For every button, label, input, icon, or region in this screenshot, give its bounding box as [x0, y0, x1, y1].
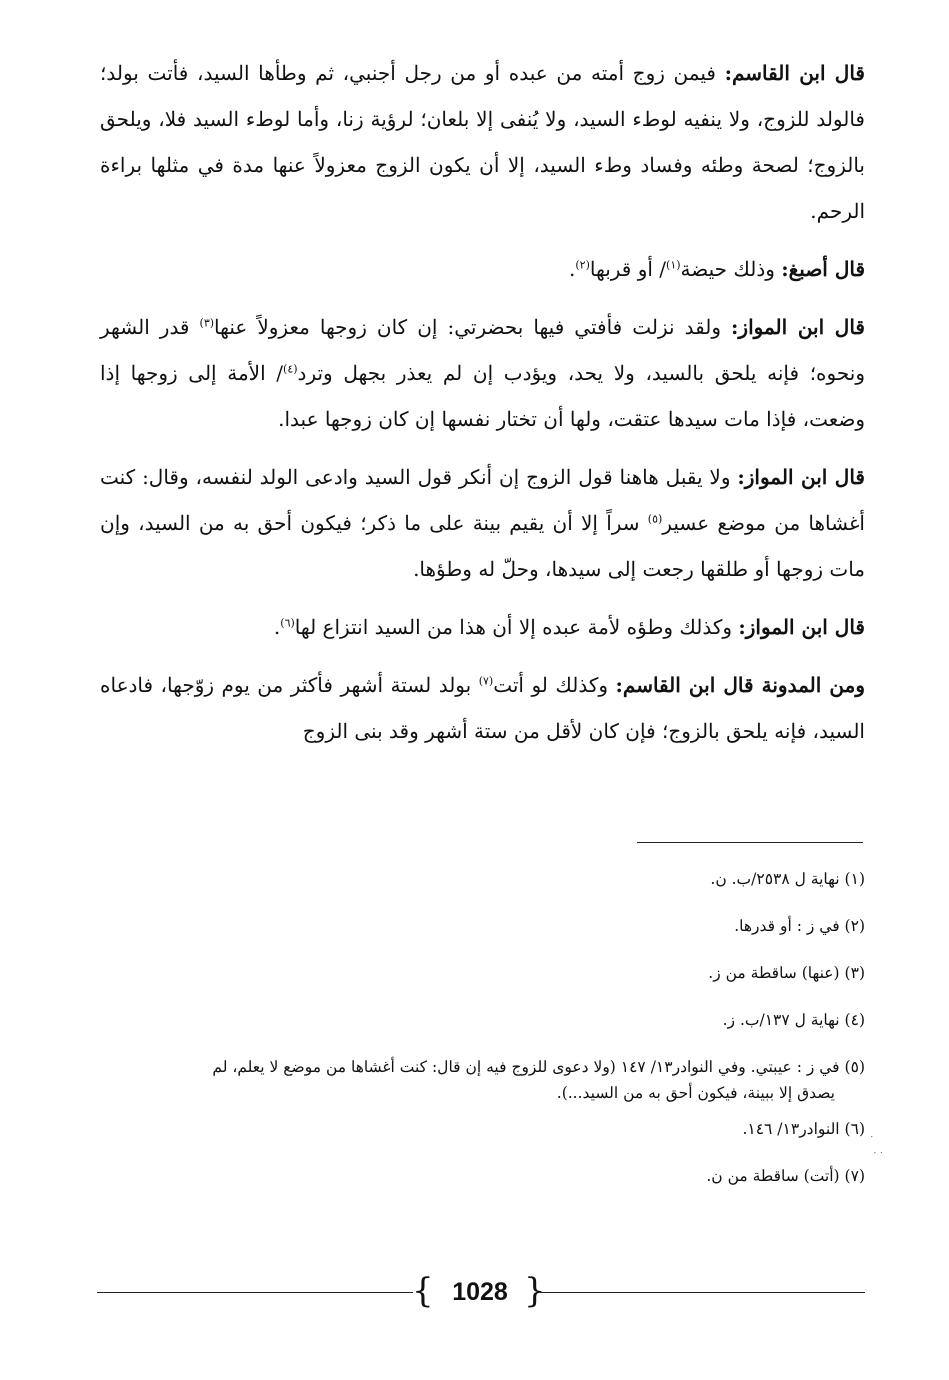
- footer-rule-right: [540, 1292, 865, 1293]
- footnote-ref: (٥): [647, 512, 663, 526]
- footnote: [100, 866, 865, 892]
- footnote: [100, 1054, 865, 1106]
- footnote-number: (٢): [844, 917, 865, 935]
- paragraph-text: / أو قربها: [589, 257, 667, 281]
- paragraph-6: [100, 662, 865, 754]
- footnote-ref: (٣): [199, 316, 215, 330]
- footnote: [100, 1007, 865, 1033]
- footnote: [100, 913, 865, 939]
- footnote-number: (٦): [844, 1120, 865, 1138]
- main-text: [100, 50, 865, 766]
- footnote: [100, 960, 865, 986]
- footnote-number: (٧): [844, 1167, 865, 1185]
- footnote-ref: (٢): [575, 258, 590, 272]
- footnote-text: نهاية ل ١٣٧/ب. ز.: [722, 1011, 840, 1029]
- speaker-label: قال ابن المواز:: [731, 315, 865, 339]
- footnote-text: في ز : عيبتي. وفي النوادر١٣/ ١٤٧ (ولا دعوى للزوج فيه إن قال: كنت أغشاها من موضع لا يعلم، لم: [212, 1058, 840, 1076]
- footnote-ref: (١): [666, 258, 681, 272]
- paragraph-text: وكذلك لو أتت: [493, 673, 616, 697]
- footnote-text: (أتت) ساقطة من ن.: [706, 1167, 840, 1185]
- paragraph-text: وذلك حيضة: [680, 257, 782, 281]
- paragraph-text: ولقد نزلت فأفتي فيها بحضرتي: إن كان زوجها معزولاً عنها: [214, 315, 732, 339]
- footnote-number: (٤): [844, 1011, 865, 1029]
- paragraph-text: قدر الشهر ونحوه؛ فإنه يلحق بالسيد، ولا يحد، ويؤدب إن لم يعذر بجهل وترد: [100, 315, 865, 385]
- footnote-ref: (٦): [280, 616, 295, 630]
- speaker-label: قال ابن المواز:: [737, 465, 865, 489]
- footnote: [100, 1163, 865, 1189]
- page-footer: [0, 1268, 949, 1316]
- paragraph-text: فيمن زوج أمته من عبده أو من رجل أجنبي، ثم وطأها السيد، فأتت بولد؛ فالولد للزوج، ولا ينفيه لوطء السيد، ولا يُنفى إلا بلعان؛ لرؤية زنا، وأما لوطء السيد فلا، ويلحق بالزوج؛ لصحة وطئه وفساد وطء السيد، إلا أن يكون الزوج معزولاً عنها مدة في مثلها براءة الرحم.: [100, 61, 865, 223]
- footnote-separator: [637, 842, 863, 843]
- footnote-text: نهاية ل ٢٥٣٨/ب. ن.: [710, 870, 840, 888]
- paragraph-4: [100, 454, 865, 592]
- paragraph-text: .: [569, 257, 576, 281]
- paragraph-text: سراً إلا أن يقيم بينة على ما ذكر؛ فيكون أحق به من السيد، وإن مات زوجها أو طلقها رجعت إلى سيدها، وحلّ له وطؤها.: [100, 511, 865, 581]
- footnote-number: (٥): [844, 1058, 865, 1076]
- footnote-text: النوادر١٣/ ١٤٦.: [742, 1120, 840, 1138]
- scan-specks: ⋅ ⋅ ⋅: [870, 1132, 884, 1159]
- paragraph-5: [100, 604, 865, 650]
- paragraph-text: بولد لستة أشهر فأكثر من يوم زوّجها، فادعاه السيد، فإنه يلحق بالزوج؛ فإن كان لأقل من ستة أشهر وقد بنى الزوج: [100, 673, 865, 743]
- speaker-label: ومن المدونة قال ابن القاسم:: [615, 673, 865, 697]
- paragraph-2: [100, 246, 865, 292]
- footnote: [100, 1116, 865, 1142]
- footnote-number: (١): [844, 870, 865, 888]
- speaker-label: قال ابن القاسم:: [724, 61, 865, 85]
- paragraph-text: / الأمة إلى زوجها إذا وضعت، فإذا مات سيدها عتقت، ولها أن تختار نفسها إن كان زوجها عبدا.: [100, 361, 865, 431]
- footnotes: [100, 866, 865, 1210]
- speaker-label: قال أصبغ:: [781, 257, 865, 281]
- footnote-ref: (٤): [283, 362, 298, 376]
- right-brace: }: [524, 1271, 546, 1311]
- footnote-text: في ز : أو قدرها.: [734, 917, 840, 935]
- footnote-continuation: يصدق إلا ببينة، فيكون أحق به من السيد...).: [556, 1084, 835, 1102]
- footnote-text: (عنها) ساقطة من ز.: [708, 964, 840, 982]
- paragraph-text: ولا يقبل هاهنا قول الزوج إن أنكر قول السيد وادعى الولد لنفسه، وقال: كنت أغشاها من موضع عسير: [100, 465, 865, 535]
- paragraph-1: [100, 50, 865, 234]
- left-brace: {: [412, 1271, 434, 1311]
- footnote-number: (٣): [844, 964, 865, 982]
- page-number: 1028: [452, 1278, 508, 1306]
- paragraph-text: .: [273, 615, 281, 639]
- paragraph-text: وكذلك وطؤه لأمة عبده إلا أن هذا من السيد انتزاع لها: [294, 615, 739, 639]
- speaker-label: قال ابن المواز:: [738, 615, 865, 639]
- paragraph-3: [100, 304, 865, 442]
- footnote-ref: (٧): [478, 674, 494, 688]
- footer-rule-left: [97, 1292, 413, 1293]
